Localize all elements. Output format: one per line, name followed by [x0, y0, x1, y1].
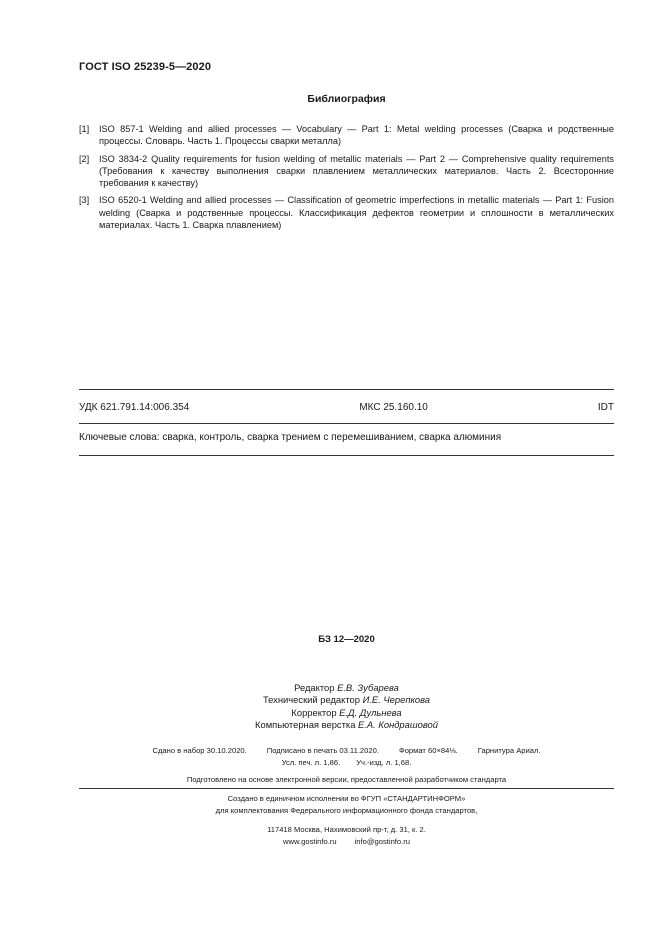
editor-line [0, 707, 661, 719]
prepared-note: Подготовлено на основе электронной версии, предоставленной разработчиком стандарта [186, 775, 507, 784]
divider [79, 423, 614, 424]
bibliography-text: ISO 857-1 Welding and allied processes — Vocabulary — Part 1: Metal welding processes (Сварка и родственные процессы. Словарь. Часть 1. Процессы сварки металла) [99, 124, 614, 147]
publisher-line: Создано в единичном исполнении во ФГУП «СТАНДАРТИНФОРМ» [227, 794, 466, 803]
print-sheets: Усл. печ. л. 1,86. [281, 757, 341, 767]
bz-number: БЗ 12—2020 [318, 634, 375, 645]
publisher-block [79, 793, 614, 848]
publisher-line: для комплектования Федерального информационного фонда стандартов, [215, 806, 478, 816]
mks-code: МКС 25.160.10 [359, 402, 428, 413]
bibliography-number: [1] [79, 124, 90, 134]
bibliography-title: Библиография [307, 93, 386, 105]
editor-role: Технический редактор [262, 694, 360, 706]
bibliography-item [79, 194, 614, 231]
divider [79, 788, 614, 789]
bibliography-text: ISO 3834-2 Quality requirements for fusion welding of metallic materials — Part 2 — Comprehensive quality requirements (Требования к качеству выполнения сварки плавлением металлических материалов. Часть 2. Всесторонние требования к качеству) [99, 153, 614, 189]
editor-name: И.Е. Черепкова [362, 694, 431, 706]
bibliography-item [79, 123, 614, 148]
editors-block [0, 682, 661, 731]
editor-name: Е.Д. Дульнева [339, 706, 402, 718]
bibliography-item [79, 153, 614, 190]
editor-line [0, 694, 661, 706]
typeface: Гарнитура Ариал. [477, 746, 541, 755]
print-info-line [79, 757, 614, 769]
publication-sheets: Уч.-изд. л. 1,68. [356, 757, 412, 767]
bibliography-number: [2] [79, 153, 90, 164]
publisher-contacts [79, 836, 614, 848]
editor-line [0, 682, 661, 694]
editor-role: Корректор [291, 706, 337, 718]
editor-name: Е.А. Кондрашовой [358, 718, 438, 730]
email-link[interactable]: info@gostinfo.ru [354, 836, 411, 846]
page-header: ГОСТ ISO 25239-5—2020 [79, 61, 212, 73]
bibliography-number: [3] [79, 195, 90, 206]
idt-mark: IDT [597, 402, 614, 413]
udk-code: УДК 621.791.14:006.354 [79, 402, 190, 413]
publisher-address: 117418 Москва, Нахимовский пр-т, д. 31, к. 2. [267, 824, 426, 834]
signed-date: Подписано в печать 03.11.2020. [266, 746, 379, 755]
editor-role: Редактор [294, 682, 335, 693]
print-info-line [79, 745, 614, 757]
divider [79, 389, 614, 390]
divider [79, 455, 614, 456]
submitted-date: Сдано в набор 30.10.2020. [152, 746, 247, 755]
classification-row [79, 402, 614, 413]
editor-role: Компьютерная верстка [255, 718, 356, 730]
editor-name: Е.В. Зубарева [337, 682, 399, 693]
editor-line [0, 719, 661, 731]
bibliography-text: ISO 6520-1 Welding and allied processes — Classification of geometric imperfections in metallic materials — Part 1: Fusion welding (Сварка и родственные процессы. Классификация дефектов геометрии и сплошности в металлических материалах. Часть 1. Сварка плавлением) [99, 195, 614, 231]
print-info [79, 745, 614, 768]
website-link[interactable]: www.gostinfo.ru [282, 836, 337, 846]
paper-format: Формат 60×84⅛. [398, 746, 458, 755]
keywords: Ключевые слова: сварка, контроль, сварка трением с перемешиванием, сварка алюминия [79, 432, 502, 443]
bibliography-list [79, 123, 614, 236]
